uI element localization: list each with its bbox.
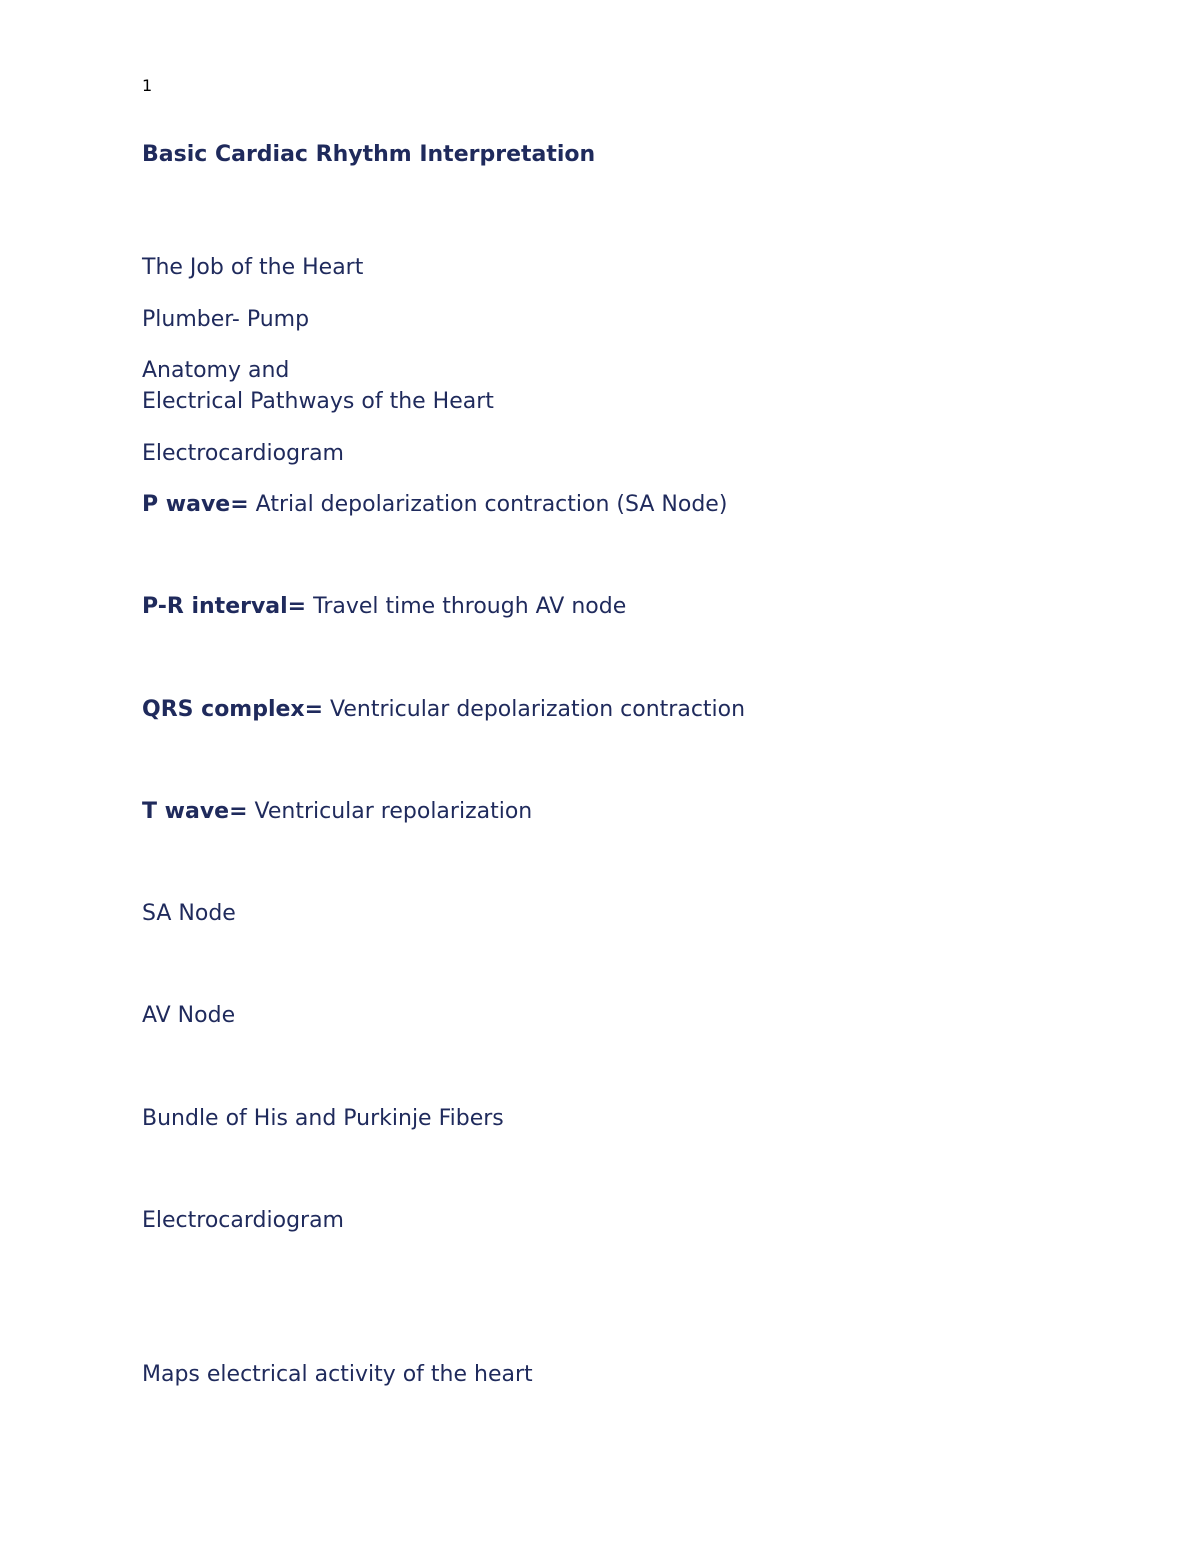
definition-qrs-complex <box>142 694 745 725</box>
definition-term: QRS complex= <box>142 697 324 722</box>
definition-text: Ventricular depolarization contraction <box>323 697 746 722</box>
heading-sa-node: SA Node <box>142 901 236 926</box>
definition-pr-interval <box>142 591 626 622</box>
definition-p-wave <box>142 489 727 520</box>
heading-bundle-of-his: Bundle of His and Purkinje Fibers <box>142 1106 504 1131</box>
heading-electrocardiogram-2: Electrocardiogram <box>142 1208 344 1233</box>
heading-anatomy-line-1: Anatomy and <box>142 358 290 383</box>
heading-electrocardiogram: Electrocardiogram <box>142 441 344 466</box>
definition-term: P wave= <box>142 492 249 517</box>
definition-term: P-R interval= <box>142 594 307 619</box>
heading-anatomy-line-2: Electrical Pathways of the Heart <box>142 389 494 414</box>
text-maps-electrical-activity: Maps electrical activity of the heart <box>142 1362 533 1387</box>
definition-text: Travel time through AV node <box>306 594 627 619</box>
heading-job-of-heart: The Job of the Heart <box>142 255 364 280</box>
definition-text: Ventricular repolarization <box>247 799 533 824</box>
heading-plumber-pump: Plumber- Pump <box>142 307 310 332</box>
definition-term: T wave= <box>142 799 248 824</box>
page-number: 1 <box>142 76 153 95</box>
heading-av-node: AV Node <box>142 1003 236 1028</box>
definition-t-wave <box>142 796 532 827</box>
definition-text: Atrial depolarization contraction (SA Node) <box>248 492 728 517</box>
document-title: Basic Cardiac Rhythm Interpretation <box>142 142 596 167</box>
